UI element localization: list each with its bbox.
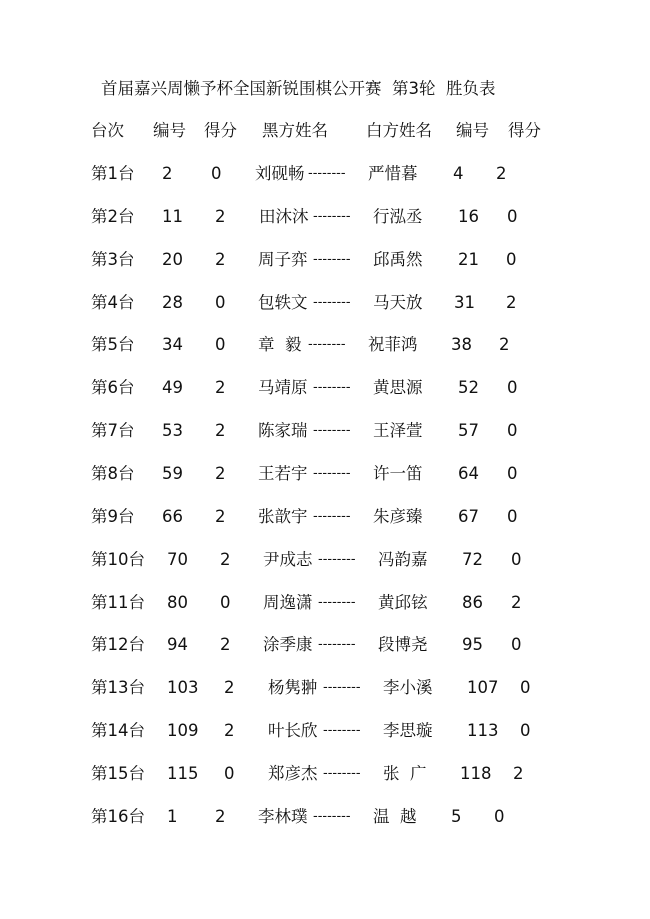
versus-separator: --------	[313, 252, 351, 267]
black-name-cell: 周逸潇	[263, 593, 313, 612]
white-id-cell: 38	[451, 335, 472, 354]
black-id-cell: 59	[162, 464, 183, 483]
header-black-id: 编号	[153, 121, 186, 140]
white-score-cell: 0	[507, 378, 518, 397]
black-score-cell: 2	[220, 635, 231, 654]
board-cell: 第4台	[91, 293, 135, 312]
white-id-cell: 52	[458, 378, 479, 397]
versus-separator: --------	[323, 766, 361, 781]
white-id-cell: 113	[467, 721, 499, 740]
black-id-cell: 70	[167, 550, 188, 569]
versus-separator: --------	[323, 680, 361, 695]
board-cell: 第14台	[91, 721, 145, 740]
white-id-cell: 5	[451, 807, 462, 826]
white-id-cell: 4	[453, 164, 464, 183]
white-name-cell: 段博尧	[378, 635, 428, 654]
black-id-cell: 11	[162, 207, 183, 226]
versus-separator: --------	[313, 509, 351, 524]
board-cell: 第12台	[91, 635, 145, 654]
board-cell: 第2台	[91, 207, 135, 226]
white-name-cell: 马天放	[373, 293, 423, 312]
white-score-cell: 2	[511, 593, 522, 612]
black-score-cell: 2	[215, 421, 226, 440]
white-score-cell: 0	[494, 807, 505, 826]
board-cell: 第15台	[91, 764, 145, 783]
white-score-cell: 2	[499, 335, 510, 354]
black-score-cell: 2	[215, 207, 226, 226]
white-name-cell: 祝菲鸿	[368, 335, 418, 354]
versus-separator: --------	[323, 723, 361, 738]
white-score-cell: 2	[506, 293, 517, 312]
white-name-cell: 行泓丞	[373, 207, 423, 226]
white-score-cell: 0	[507, 507, 518, 526]
white-score-cell: 2	[496, 164, 507, 183]
black-score-cell: 2	[224, 721, 235, 740]
white-id-cell: 118	[460, 764, 492, 783]
white-id-cell: 86	[462, 593, 483, 612]
black-score-cell: 2	[224, 678, 235, 697]
white-id-cell: 107	[467, 678, 499, 697]
white-score-cell: 2	[513, 764, 524, 783]
black-id-cell: 109	[167, 721, 199, 740]
black-score-cell: 2	[215, 507, 226, 526]
board-cell: 第7台	[91, 421, 135, 440]
board-cell: 第1台	[91, 164, 135, 183]
white-name-cell: 李小溪	[383, 678, 433, 697]
white-id-cell: 72	[462, 550, 483, 569]
black-name-cell: 张歆宇	[258, 507, 308, 526]
versus-separator: --------	[313, 809, 351, 824]
white-score-cell: 0	[507, 207, 518, 226]
black-name-cell: 马靖原	[258, 378, 308, 397]
page-title: 首届嘉兴周懒予杯全国新锐围棋公开赛 第3轮 胜负表	[101, 79, 496, 98]
versus-separator: --------	[313, 466, 351, 481]
white-name-cell: 张 广	[383, 764, 427, 783]
white-name-cell: 冯韵嘉	[378, 550, 428, 569]
white-name-cell: 严惜暮	[368, 164, 418, 183]
white-name-cell: 黄邱铉	[378, 593, 428, 612]
white-id-cell: 21	[458, 250, 479, 269]
board-cell: 第3台	[91, 250, 135, 269]
header-white-score: 得分	[508, 121, 541, 140]
board-cell: 第6台	[91, 378, 135, 397]
board-cell: 第9台	[91, 507, 135, 526]
black-id-cell: 80	[167, 593, 188, 612]
versus-separator: --------	[318, 552, 356, 567]
white-id-cell: 67	[458, 507, 479, 526]
white-score-cell: 0	[520, 678, 531, 697]
white-score-cell: 0	[507, 421, 518, 440]
black-name-cell: 包轶文	[258, 293, 308, 312]
white-id-cell: 95	[462, 635, 483, 654]
white-score-cell: 0	[507, 464, 518, 483]
white-id-cell: 16	[458, 207, 479, 226]
versus-separator: --------	[308, 166, 346, 181]
black-id-cell: 115	[167, 764, 199, 783]
header-black-name: 黑方姓名	[262, 121, 328, 140]
white-id-cell: 57	[458, 421, 479, 440]
black-id-cell: 20	[162, 250, 183, 269]
black-name-cell: 李林璞	[258, 807, 308, 826]
versus-separator: --------	[313, 209, 351, 224]
white-name-cell: 邱禹然	[373, 250, 423, 269]
board-cell: 第13台	[91, 678, 145, 697]
black-name-cell: 章 毅	[258, 335, 302, 354]
white-name-cell: 黄思源	[373, 378, 423, 397]
black-id-cell: 66	[162, 507, 183, 526]
white-score-cell: 0	[511, 550, 522, 569]
white-score-cell: 0	[506, 250, 517, 269]
black-score-cell: 0	[224, 764, 235, 783]
black-id-cell: 1	[167, 807, 178, 826]
black-id-cell: 53	[162, 421, 183, 440]
header-white-name: 白方姓名	[366, 121, 432, 140]
versus-separator: --------	[313, 295, 351, 310]
white-name-cell: 温 越	[373, 807, 417, 826]
board-cell: 第5台	[91, 335, 135, 354]
black-score-cell: 0	[215, 335, 226, 354]
header-white-id: 编号	[456, 121, 489, 140]
black-score-cell: 2	[215, 378, 226, 397]
black-id-cell: 2	[162, 164, 173, 183]
black-score-cell: 2	[215, 250, 226, 269]
black-score-cell: 2	[215, 464, 226, 483]
black-name-cell: 涂季康	[263, 635, 313, 654]
versus-separator: --------	[318, 595, 356, 610]
black-name-cell: 尹成志	[263, 550, 313, 569]
versus-separator: --------	[313, 380, 351, 395]
black-score-cell: 0	[220, 593, 231, 612]
board-cell: 第11台	[91, 593, 145, 612]
black-id-cell: 49	[162, 378, 183, 397]
black-id-cell: 28	[162, 293, 183, 312]
board-cell: 第16台	[91, 807, 145, 826]
black-name-cell: 周子弈	[258, 250, 308, 269]
white-name-cell: 李思璇	[383, 721, 433, 740]
white-name-cell: 王泽萱	[373, 421, 423, 440]
black-name-cell: 王若宇	[258, 464, 308, 483]
board-cell: 第10台	[91, 550, 145, 569]
header-board: 台次	[91, 121, 124, 140]
versus-separator: --------	[308, 337, 346, 352]
board-cell: 第8台	[91, 464, 135, 483]
white-name-cell: 许一笛	[373, 464, 423, 483]
black-name-cell: 田沐沐	[259, 207, 309, 226]
black-name-cell: 刘砚畅	[255, 164, 305, 183]
header-black-score: 得分	[204, 121, 237, 140]
black-name-cell: 叶长欣	[268, 721, 318, 740]
versus-separator: --------	[313, 423, 351, 438]
black-name-cell: 陈家瑞	[258, 421, 308, 440]
black-id-cell: 34	[162, 335, 183, 354]
black-name-cell: 杨隽翀	[268, 678, 318, 697]
white-name-cell: 朱彦臻	[373, 507, 423, 526]
versus-separator: --------	[318, 637, 356, 652]
black-name-cell: 郑彦杰	[268, 764, 318, 783]
black-score-cell: 2	[215, 807, 226, 826]
white-score-cell: 0	[511, 635, 522, 654]
black-score-cell: 0	[215, 293, 226, 312]
black-id-cell: 94	[167, 635, 188, 654]
black-score-cell: 2	[220, 550, 231, 569]
white-id-cell: 31	[454, 293, 475, 312]
black-score-cell: 0	[211, 164, 222, 183]
black-id-cell: 103	[167, 678, 199, 697]
white-id-cell: 64	[458, 464, 479, 483]
white-score-cell: 0	[520, 721, 531, 740]
